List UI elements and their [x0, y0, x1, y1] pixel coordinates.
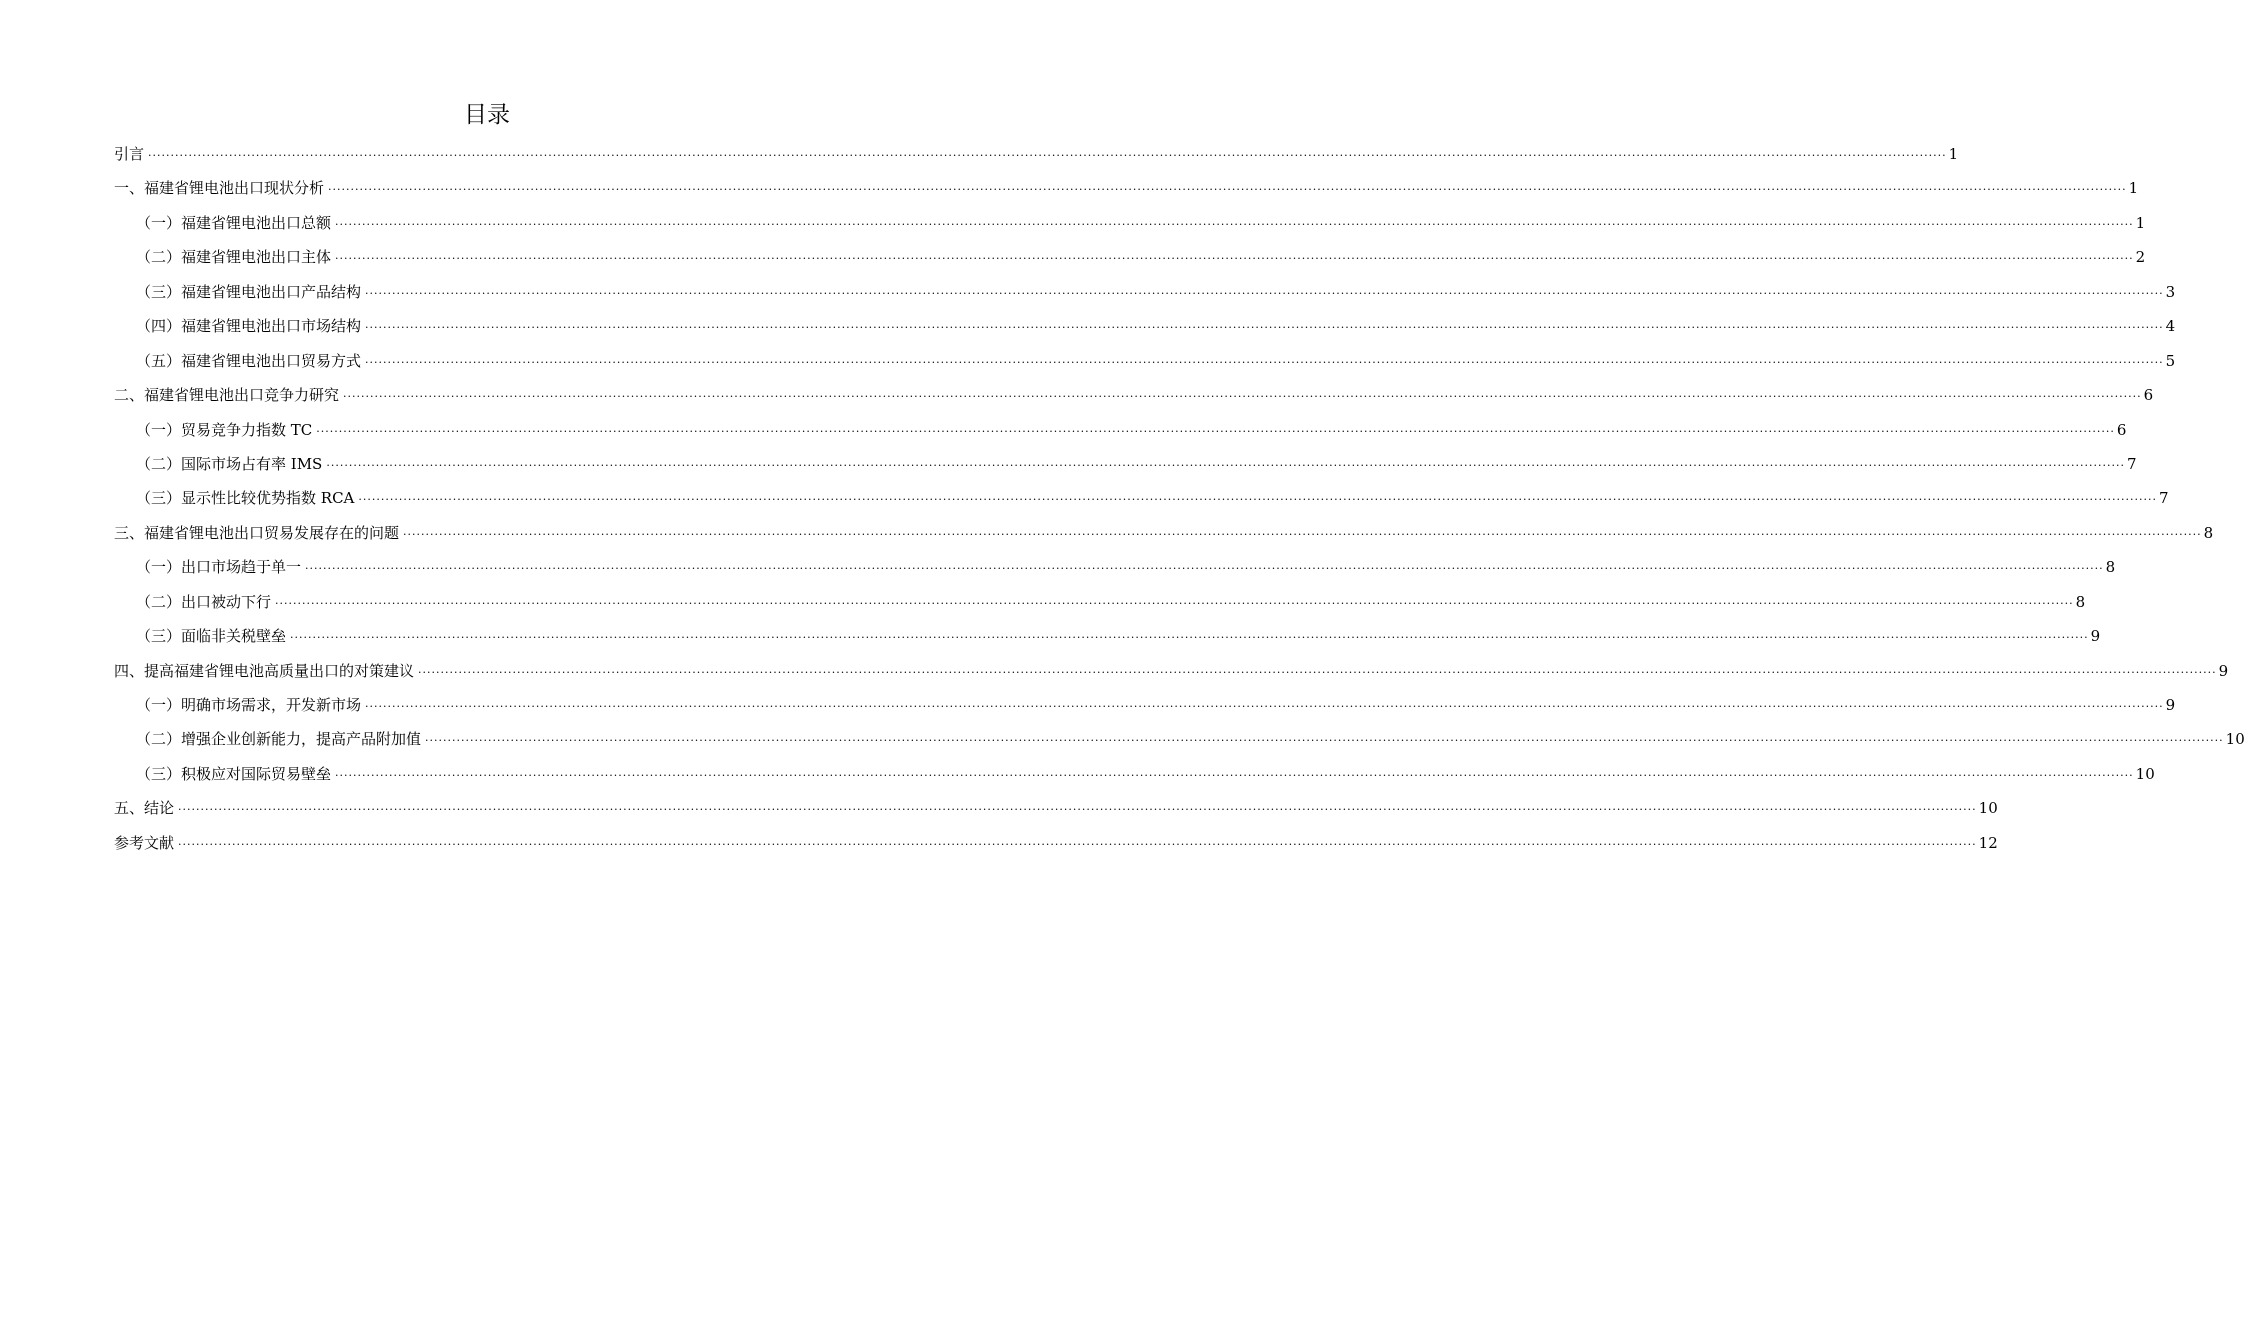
toc-entry[interactable]: [114, 449, 2137, 483]
toc-entry-label: 三、福建省锂电池出口贸易发展存在的问题: [114, 523, 400, 542]
toc-title: 目录: [464, 102, 510, 128]
toc-entry-page-number: 4: [2165, 317, 2176, 336]
toc-entry-page-number: 6: [2143, 386, 2154, 405]
toc-dot-leader: ················································································································································································································································································································································································································: [148, 149, 1947, 162]
toc-entry-page-number: 3: [2165, 282, 2176, 301]
toc-entry-label: （一）福建省锂电池出口总额: [136, 213, 332, 232]
toc-entry[interactable]: [114, 139, 1959, 173]
toc-entry-label: 参考文献: [114, 833, 175, 852]
toc-entry[interactable]: [114, 242, 2146, 276]
toc-entry[interactable]: [114, 759, 2155, 793]
toc-entry-label: （二）增强企业创新能力，提高产品附加值: [136, 730, 422, 749]
toc-entry[interactable]: [114, 690, 2176, 724]
toc-entry-page-number: 9: [2165, 696, 2176, 714]
toc-entry-label: （二）福建省锂电池出口主体: [136, 248, 332, 267]
toc-entry[interactable]: [114, 346, 2176, 380]
toc-entry-page-number: 8: [2075, 592, 2086, 611]
toc-entry-label: 二、福建省锂电池出口竞争力研究: [114, 386, 340, 405]
toc-entry[interactable]: [114, 587, 2086, 621]
toc-entry[interactable]: [114, 656, 2229, 690]
toc-dot-leader: ················································································································································································································································································································································································································: [290, 631, 2089, 645]
toc-entry-page-number: 7: [2126, 454, 2137, 473]
toc-entry-label: （五）福建省锂电池出口贸易方式: [136, 351, 362, 370]
table-of-contents: [114, 139, 2245, 862]
toc-dot-leader: ················································································································································································································································································································································································································: [328, 183, 2127, 197]
toc-entry-label: （二）出口被动下行: [136, 592, 272, 611]
toc-entry-page-number: 5: [2165, 351, 2176, 370]
toc-entry[interactable]: [114, 173, 2139, 207]
toc-entry-label: （四）福建省锂电池出口市场结构: [136, 317, 362, 336]
toc-entry[interactable]: [114, 311, 2176, 345]
toc-entry[interactable]: [114, 380, 2154, 414]
toc-dot-leader: ················································································································································································································································································································································································································: [335, 217, 2134, 231]
toc-dot-leader: ················································································································································································································································································································································································································: [358, 493, 2158, 507]
toc-entry[interactable]: [114, 621, 2101, 655]
toc-entry-label: （三）面临非关税壁垒: [136, 627, 287, 646]
toc-entry[interactable]: [114, 277, 2176, 311]
toc-dot-leader: ················································································································································································································································································································································································································: [275, 596, 2074, 610]
toc-entry-label: （三）积极应对国际贸易壁垒: [136, 764, 332, 783]
toc-entry[interactable]: [114, 724, 2245, 758]
toc-dot-leader: ················································································································································································································································································································································································································: [305, 562, 2104, 576]
toc-entry-page-number: 9: [2218, 661, 2229, 680]
toc-dot-leader: ················································································································································································································································································································································································································: [365, 321, 2164, 335]
toc-entry-page-number: 12: [1978, 833, 1998, 852]
toc-entry-label: （二）国际市场占有率 IMS: [136, 454, 323, 473]
toc-entry-label: （一）贸易竞争力指数 TC: [136, 420, 313, 439]
toc-dot-leader: ················································································································································································································································································································································································································: [326, 458, 2125, 472]
toc-dot-leader: ················································································································································································································································································································································································································: [335, 252, 2134, 266]
toc-entry-page-number: 8: [2203, 523, 2214, 542]
toc-entry-page-number: 10: [1978, 799, 1998, 818]
toc-entry-page-number: 9: [2090, 627, 2101, 646]
toc-entry-label: 五、结论: [114, 799, 175, 818]
toc-dot-leader: ················································································································································································································································································································································································································: [425, 734, 2224, 748]
toc-entry-page-number: 10: [2135, 764, 2155, 783]
toc-entry-page-number: 1: [2135, 213, 2146, 232]
toc-entry-label: 引言: [114, 145, 145, 163]
toc-dot-leader: ················································································································································································································································································································································································································: [335, 768, 2134, 782]
toc-entry-page-number: 10: [2225, 730, 2245, 749]
toc-entry-label: 一、福建省锂电池出口现状分析: [114, 179, 325, 198]
toc-entry[interactable]: [114, 518, 2214, 552]
toc-entry-label: （三）福建省锂电池出口产品结构: [136, 282, 362, 301]
toc-entry-page-number: 1: [1948, 145, 1959, 163]
toc-dot-leader: ················································································································································································································································································································································································································: [418, 665, 2217, 679]
toc-entry-page-number: 1: [2128, 179, 2139, 198]
toc-entry[interactable]: [114, 483, 2169, 517]
toc-dot-leader: ················································································································································································································································································································································································································: [365, 286, 2164, 300]
toc-entry[interactable]: [114, 208, 2146, 242]
toc-dot-leader: ················································································································································································································································································································································································································: [343, 390, 2142, 404]
toc-entry-label: 四、提高福建省锂电池高质量出口的对策建议: [114, 661, 415, 680]
toc-dot-leader: ················································································································································································································································································································································································································: [178, 803, 1977, 817]
toc-dot-leader: ················································································································································································································································································································································································································: [365, 355, 2164, 369]
toc-entry[interactable]: [114, 828, 1998, 862]
toc-entry[interactable]: [114, 552, 2116, 586]
toc-entry-label: （一）出口市场趋于单一: [136, 558, 302, 577]
toc-entry-page-number: 7: [2159, 489, 2169, 508]
toc-dot-leader: ················································································································································································································································································································································································································: [178, 837, 1977, 851]
toc-dot-leader: ················································································································································································································································································································································································································: [365, 700, 2164, 713]
toc-entry-label: （三）显示性比较优势指数 RCA: [136, 489, 355, 508]
toc-entry-page-number: 8: [2105, 558, 2116, 577]
toc-entry-label: （一）明确市场需求，开发新市场: [136, 696, 362, 714]
toc-dot-leader: ················································································································································································································································································································································································································: [316, 424, 2115, 438]
toc-entry-page-number: 6: [2116, 420, 2127, 439]
toc-entry-page-number: 2: [2135, 248, 2146, 267]
toc-entry[interactable]: [114, 793, 1998, 827]
toc-dot-leader: ················································································································································································································································································································································································································: [403, 527, 2202, 541]
toc-entry[interactable]: [114, 415, 2127, 449]
